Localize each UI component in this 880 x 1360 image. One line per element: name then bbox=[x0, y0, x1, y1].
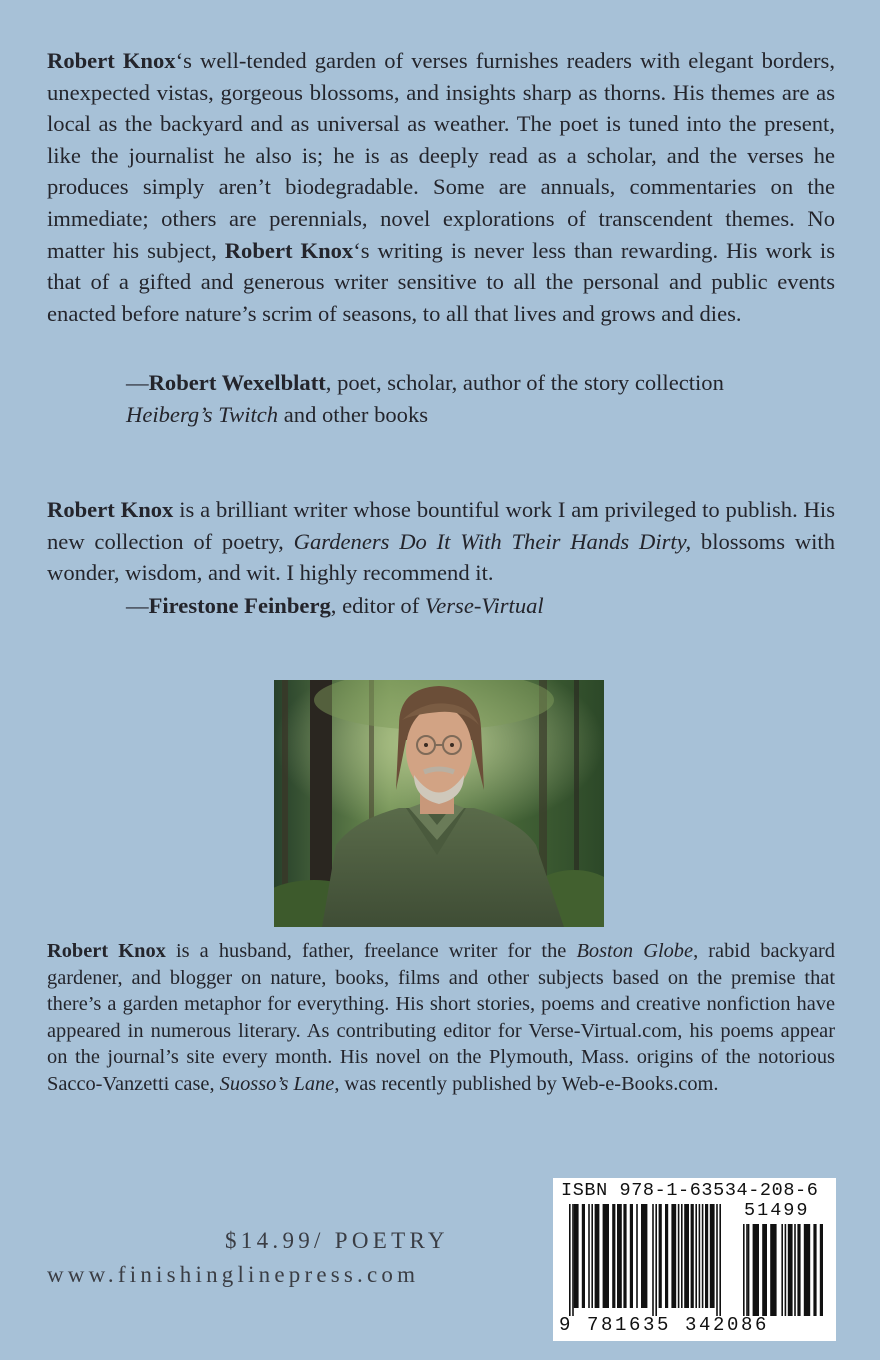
publisher-url: www.finishinglinepress.com bbox=[47, 1262, 420, 1287]
barcode-bar bbox=[630, 1204, 633, 1308]
barcode-bar bbox=[785, 1224, 787, 1316]
barcode-bar bbox=[678, 1204, 680, 1308]
bio-text: , rabid backyard gardener, and blogger on nature, books, films and other subjects based on the premise that there’s a garden metaphor for everything. His short stories, poems and creative nonfiction have appeared in numerous literary. As contributing editor for Verse-Virtual.com, his poems appear on the journal’s site every month. His novel on the Plymouth, Mass. origins of the notorious Sacco-Vanzetti case, bbox=[47, 940, 836, 1095]
barcode-bar bbox=[612, 1204, 615, 1308]
ean-barcode-bars bbox=[569, 1204, 739, 1316]
blurb-text: is a brilliant writer whose bountiful work I am privileged to publish. His new collection of poetry, bbox=[47, 497, 835, 554]
blurb-attribution-feinberg bbox=[126, 590, 846, 622]
barcode-bar bbox=[716, 1204, 718, 1316]
barcode-bar bbox=[748, 1224, 750, 1316]
reviewer-credentials: , editor of bbox=[330, 593, 425, 618]
blurb-text: ‘s writing is never less than rewarding. His work is that of a gifted and generous writer sensitive to all the personal and public events enacted before nature’s scrim of seasons, to all that lives and grows and dies. bbox=[47, 237, 835, 326]
barcode-bar bbox=[820, 1224, 823, 1316]
barcode-bar bbox=[746, 1224, 748, 1316]
barcode-bar bbox=[574, 1204, 579, 1308]
barcode-bar bbox=[710, 1204, 715, 1308]
barcode-bar bbox=[572, 1204, 574, 1316]
barcode-bar bbox=[695, 1204, 697, 1308]
barcode-bar bbox=[804, 1224, 810, 1316]
author-bio bbox=[47, 938, 835, 1098]
author-photo bbox=[274, 680, 604, 927]
barcode-bar bbox=[813, 1224, 816, 1316]
barcode-bar bbox=[655, 1204, 657, 1316]
barcode-bar bbox=[691, 1204, 694, 1308]
collection-title: Gardeners Do It With Their Hands Dirty, bbox=[293, 528, 692, 554]
barcode-bar bbox=[671, 1204, 676, 1308]
barcode-bar bbox=[681, 1204, 683, 1308]
barcode-bar bbox=[617, 1204, 622, 1308]
barcode-bar bbox=[781, 1224, 783, 1316]
barcode-bar bbox=[762, 1224, 767, 1316]
em-dash: — bbox=[126, 370, 149, 395]
barcode-bar bbox=[699, 1204, 701, 1308]
bio-text: , was recently published by Web-e-Books.com. bbox=[334, 1072, 719, 1095]
addon-barcode-bars bbox=[743, 1224, 823, 1316]
barcode-bar bbox=[652, 1204, 654, 1316]
barcode-bar bbox=[719, 1204, 721, 1316]
blurb-text: ‘s well-tended garden of verses furnishes readers with elegant borders, unexpected vistas, gorgeous blossoms, and insights sharp as thorns. His themes are as local as the backyard and as universal as weather. The poet is tuned into the present, like the journalist he also is; he is as deeply read as a scholar, and the verses he produces simply aren’t biodegradable. Some are annuals, commentaries on the immediate; others are perennials, novel explorations of transcendent themes. No matter his subject, bbox=[47, 48, 835, 263]
book-title: Heiberg’s Twitch bbox=[126, 401, 279, 427]
barcode-bar bbox=[753, 1224, 759, 1316]
price-addon-code: 51499 bbox=[744, 1200, 810, 1221]
author-name: Robert Knox bbox=[47, 940, 166, 962]
em-dash: — bbox=[126, 593, 149, 618]
barcode-bar bbox=[641, 1204, 647, 1308]
publication-title: Verse-Virtual bbox=[424, 593, 544, 618]
barcode-bar bbox=[591, 1204, 593, 1308]
author-photo-illustration bbox=[274, 680, 604, 927]
review-blurb-wexelblatt bbox=[47, 45, 835, 329]
barcode-bar bbox=[569, 1204, 571, 1316]
barcode-bar bbox=[588, 1204, 590, 1308]
blurb-text: blossoms with wonder, wisdom, and wit. I highly recommend it. bbox=[47, 528, 836, 586]
barcode-bar bbox=[684, 1204, 689, 1308]
barcode-bar bbox=[788, 1224, 793, 1316]
barcode-bar bbox=[623, 1204, 626, 1308]
barcode-bar bbox=[636, 1204, 638, 1308]
barcode-bar bbox=[665, 1204, 668, 1308]
barcode-bar bbox=[705, 1204, 708, 1308]
reviewer-credentials: , poet, scholar, author of the story collection bbox=[325, 370, 724, 395]
blurb-attribution-wexelblatt bbox=[126, 367, 846, 430]
isbn-number: ISBN 978-1-63534-208-6 bbox=[561, 1180, 819, 1201]
reviewer-name: Robert Wexelblatt bbox=[148, 370, 326, 395]
author-name: Robert Knox bbox=[47, 497, 174, 522]
price-category: $14.99/ POETRY bbox=[225, 1228, 449, 1253]
author-name: Robert Knox bbox=[224, 237, 354, 263]
barcode-bar bbox=[743, 1224, 745, 1316]
barcode-bar bbox=[595, 1204, 600, 1308]
isbn-barcode bbox=[553, 1178, 836, 1341]
barcode-bar bbox=[603, 1204, 609, 1308]
bio-text: is a husband, father, freelance writer for the bbox=[165, 940, 577, 962]
barcode-bar bbox=[770, 1224, 776, 1316]
newspaper-title: Boston Globe bbox=[576, 940, 694, 962]
novel-title: Suosso’s Lane bbox=[219, 1072, 335, 1095]
author-name: Robert Knox bbox=[47, 48, 176, 73]
review-blurb-feinberg bbox=[47, 494, 835, 589]
barcode-bar bbox=[797, 1224, 800, 1316]
barcode-bar bbox=[659, 1204, 662, 1308]
barcode-bar bbox=[582, 1204, 585, 1308]
barcode-bar bbox=[794, 1224, 796, 1316]
reviewer-name: Firestone Feinberg bbox=[148, 593, 331, 618]
ean-number: 9 781635 342086 bbox=[559, 1314, 770, 1336]
reviewer-credentials-tail: and other books bbox=[278, 401, 429, 427]
barcode-bar bbox=[702, 1204, 704, 1308]
